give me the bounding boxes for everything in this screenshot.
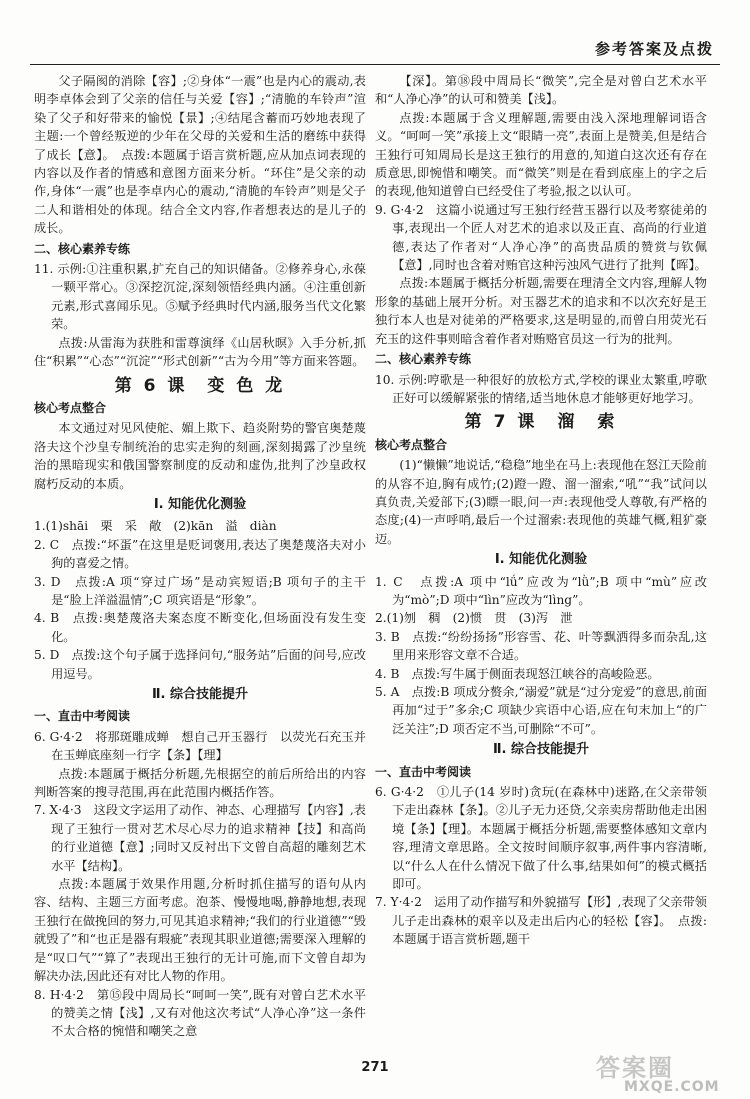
answer-paragraph: 点拨:本题属于概括分析题,需要在理清全文内容,理解人物形象的基础上展开分析。对玉器艺术的追求和不以次充好是王独行本人也是对徒弟的严格要求,这是明显的,而曾白用荧光石充玉的这件事则暗含着作者对贿赂官员这一行为的批判。 bbox=[375, 276, 707, 346]
answer-paragraph: 4. B 点拨:写牛属于侧面表现怒江峡谷的高峻险恶。 bbox=[375, 666, 660, 681]
header-rule bbox=[30, 64, 720, 65]
lesson-title: 第 7 课 溜 索 bbox=[464, 412, 618, 433]
answer-paragraph: 3. B 点拨:“纷纷扬扬”形容雪、花、叶等飘洒得多而杂乱,这里用来形容文章不合适。 bbox=[375, 629, 707, 663]
answer-paragraph: 点拨:从雷海为获胜和雷尊演绎《山居秋暝》入手分析,抓住“积累”“心态”“沉淀”“形式创新”“古为今用”等方面来答题。 bbox=[34, 335, 366, 369]
answer-paragraph: 【深】。第⑱段中周局长“微笑”,完全是对曾白艺术水平和“人净心净”的认可和赞美【浅】。 bbox=[375, 74, 707, 107]
answer-paragraph: 点拨:本题属于概括分析题,先根据空的前后所给出的内容判断答案的搜寻范围,再在此范围内概括作答。 bbox=[34, 766, 366, 800]
answer-paragraph: 5. A 点拨:B 项成分赘余,“溺爱”就是“过分宠爱”的意思,前面再加“过于”多余;C 项缺少宾语中心语,应在句末加上“的广泛关注”;D 项否定不当,可删除“不可”。 bbox=[375, 685, 707, 736]
answer-paragraph: 9. G·4·2 这篇小说通过写王独行经营玉器行以及考察徒弟的事,表现出一个匠人对艺术的追求以及正直、高尚的行业道德,表达了作者对“人净心净”的高贵品质的赞赏与钦佩【意】,同时也含着对贿官这种污浊风气进行了批判【晖】。 bbox=[375, 202, 707, 273]
answer-paragraph: 2. C 点拨:“坏蛋”在这里是贬词褒用,表达了奥楚蔑洛夫对小狗的喜爱之情。 bbox=[34, 537, 366, 571]
subsection-heading: 二、核心素养专练 bbox=[375, 352, 472, 367]
answer-paragraph: 点拨:本题属于含义理解题,需要由浅入深地理解词语含义。“呵呵一笑”承接上文“眼睛一亮”,表面上是赞美,但是结合王独行可知周局长是这王独行的用意的,知道白这次还有存在质意思,即惋惜和嘲笑。而“微笑”则是在看到底座上的字之后的表现,他知道曾白已经受住了考验,报之以认可。 bbox=[375, 110, 707, 199]
answer-paragraph: 2.(1)刎 稠 (2)惯 贯 (3)泻 泄 bbox=[375, 611, 573, 626]
answer-paragraph: 父子隔阂的消除【容】;②身体“一震”也是内心的震动,表明李卓体会到了父亲的信任与关爱【容】;“清脆的车铃声”渲染了父子和好带来的愉悦【景】;④结尾含蓄而巧妙地表现了主题:一个曾经叛逆的少年在父母的关爱和生活的磨练中获得了成长【意】。 点拨:本题属于语言赏析题,应从加点词表现的内容以及作者的情感和意图方面来分析。“环住”是父亲的动作,身体“一震”也是李卓内心的震动,“清脆的车铃声”则是父子二人和谐相处的体现。结合全文内容,作者想表达的是儿子的成长。 bbox=[34, 74, 366, 236]
section-heading: Ⅰ. 知能优化测验 bbox=[494, 552, 588, 568]
answer-paragraph: 6. G·4·2 将那斑雕成蝉 想自己开玉器行 以荧光石充玉并在玉蝉底座刻一行字【条】【理】 bbox=[34, 729, 366, 763]
watermark-logo bbox=[596, 1048, 736, 1095]
answer-paragraph: 1.(1)shāi 栗 采 敞 (2)kān 溢 diàn bbox=[34, 519, 277, 534]
answer-paragraph: 11. 示例:①注重积累,扩充自己的知识储备。②修养身心,永葆一颗平常心。③深挖沉淀,深刻领悟经典内涵。④注重创新元素,形式喜闻乐见。⑤赋予经典时代内涵,服务当代文化繁荣。 bbox=[34, 262, 366, 332]
subsection-heading: 核心考点整合 bbox=[375, 437, 448, 452]
answer-paragraph: (1)“懒懒”地说话,“稳稳”地坐在马上:表现他在怒江天险前的从容不迫,胸有成竹;(2)蹬一蹬、溜一溜索,“吼”“我”试问以真负责,关爱部下;(3)瞟一眼,问一声:表现他受人尊敬,有严格的态度;(4)一声呼哨,最后一个过溜索:表现他的英雄气概,粗犷豪迈。 bbox=[375, 458, 707, 546]
answer-paragraph: 1. C 点拨:A 项中“lǘ”应改为“lǜ”;B 项中“mù”应改为“mò”;D 项中“lìn”应改为“lìng”。 bbox=[375, 574, 707, 607]
answer-paragraph: 10. 示例:哼歌是一种很好的放松方式,学校的课业太繁重,哼歌正好可以缓解紧张的情绪,适当地休息才能够更好地学习。 bbox=[375, 372, 707, 405]
section-heading: Ⅰ. 知能优化测验 bbox=[153, 496, 247, 512]
subsection-heading: 一、直击中考阅读 bbox=[34, 709, 131, 724]
subsection-heading: 核心考点整合 bbox=[34, 400, 107, 415]
page-number: 271 bbox=[361, 1060, 389, 1075]
watermark-line1: 答案圈 bbox=[596, 1054, 674, 1082]
answer-paragraph: 8. H·4·2 第⑮段中周局长“呵呵一笑”,既有对曾白艺术水平的赞美之情【浅】,又有对他这次考试“人净心净”这一条件不太合格的惋惜和嘲笑之意 bbox=[34, 987, 366, 1039]
subsection-heading: 二、核心素养专练 bbox=[34, 241, 131, 256]
section-heading: Ⅱ. 综合技能提升 bbox=[151, 687, 249, 702]
answer-paragraph: 7. X·4·3 这段文字运用了动作、神态、心理描写【内容】,表现了王独行一贯对艺术尽心尽力的追求精神【技】和高尚的行业道德【意】;同时又反衬出下文曾自高超的雕刻艺术水平【结构】。 bbox=[34, 803, 366, 873]
answer-paragraph: 本文通过对见风使舵、媚上欺下、趋炎附势的警官奥楚蔑洛夫这个沙皇专制统治的忠实走狗的刻画,深刻揭露了沙皇统治的黑暗现实和俄国警察制度的反动和虚伪,批判了沙皇政权腐朽反动的本质。 bbox=[34, 421, 366, 491]
answer-paragraph: 6. G·4·2 ①儿子(14 岁时)贪玩(在森林中)迷路,在父亲带领下走出森林【条】。②儿子无力还贷,父亲卖房帮助他走出困境【条】【理】。本题属于概括分析题,需要整体感知文章内容,理清文章思路。全文按时间顺序叙事,两件事内容清晰,以“什么人在什么情况下做了什么事,结果如何”的模式概括即可。 bbox=[375, 785, 707, 892]
answer-paragraph: 点拨:本题属于效果作用题,分析时抓住描写的语句从内容、结构、主题三方面考虑。泡茶、慢慢地喝,静静地想,表现王独行在做挽回的努力,可见其追求精神;“我们的行业道德”“毁就毁了”和“也正是器有瑕疵”表现其职业道德;需要深入理解的是“叹口气”“算了”表现出王独行的无计可施,而下文曾自却为解决办法,因此还有对比人物的作用。 bbox=[34, 877, 366, 984]
left-column bbox=[34, 72, 366, 1041]
lesson-title: 第 6 课 变 色 龙 bbox=[114, 375, 286, 396]
watermark-line2: MXQE.COM bbox=[624, 1079, 720, 1095]
answer-paragraph: 4. B 点拨:奥楚蔑洛夫案态度不断变化,但场面没有发生变化。 bbox=[34, 611, 366, 644]
answer-paragraph: 3. D 点拨:A 项“穿过广场”是动宾短语;B 项句子的主干是“脸上洋溢温情”;C 项宾语是“形象”。 bbox=[34, 574, 366, 607]
right-column bbox=[375, 72, 707, 949]
answer-paragraph: 7. Y·4·2 运用了动作描写和外貌描写【形】,表现了父亲带领儿子走出森林的艰辛以及走出后内心的轻松【容】。 点拨:本题属于语言赏析题,题干 bbox=[375, 895, 707, 947]
answer-paragraph: 5. D 点拨:这个句子属于选择问句,“服务站”后面的问号,应改用逗号。 bbox=[34, 648, 366, 681]
subsection-heading: 一、直击中考阅读 bbox=[375, 764, 472, 779]
section-heading: Ⅱ. 综合技能提升 bbox=[492, 742, 590, 758]
page-header-title: 参考答案及点拨 bbox=[594, 40, 714, 58]
